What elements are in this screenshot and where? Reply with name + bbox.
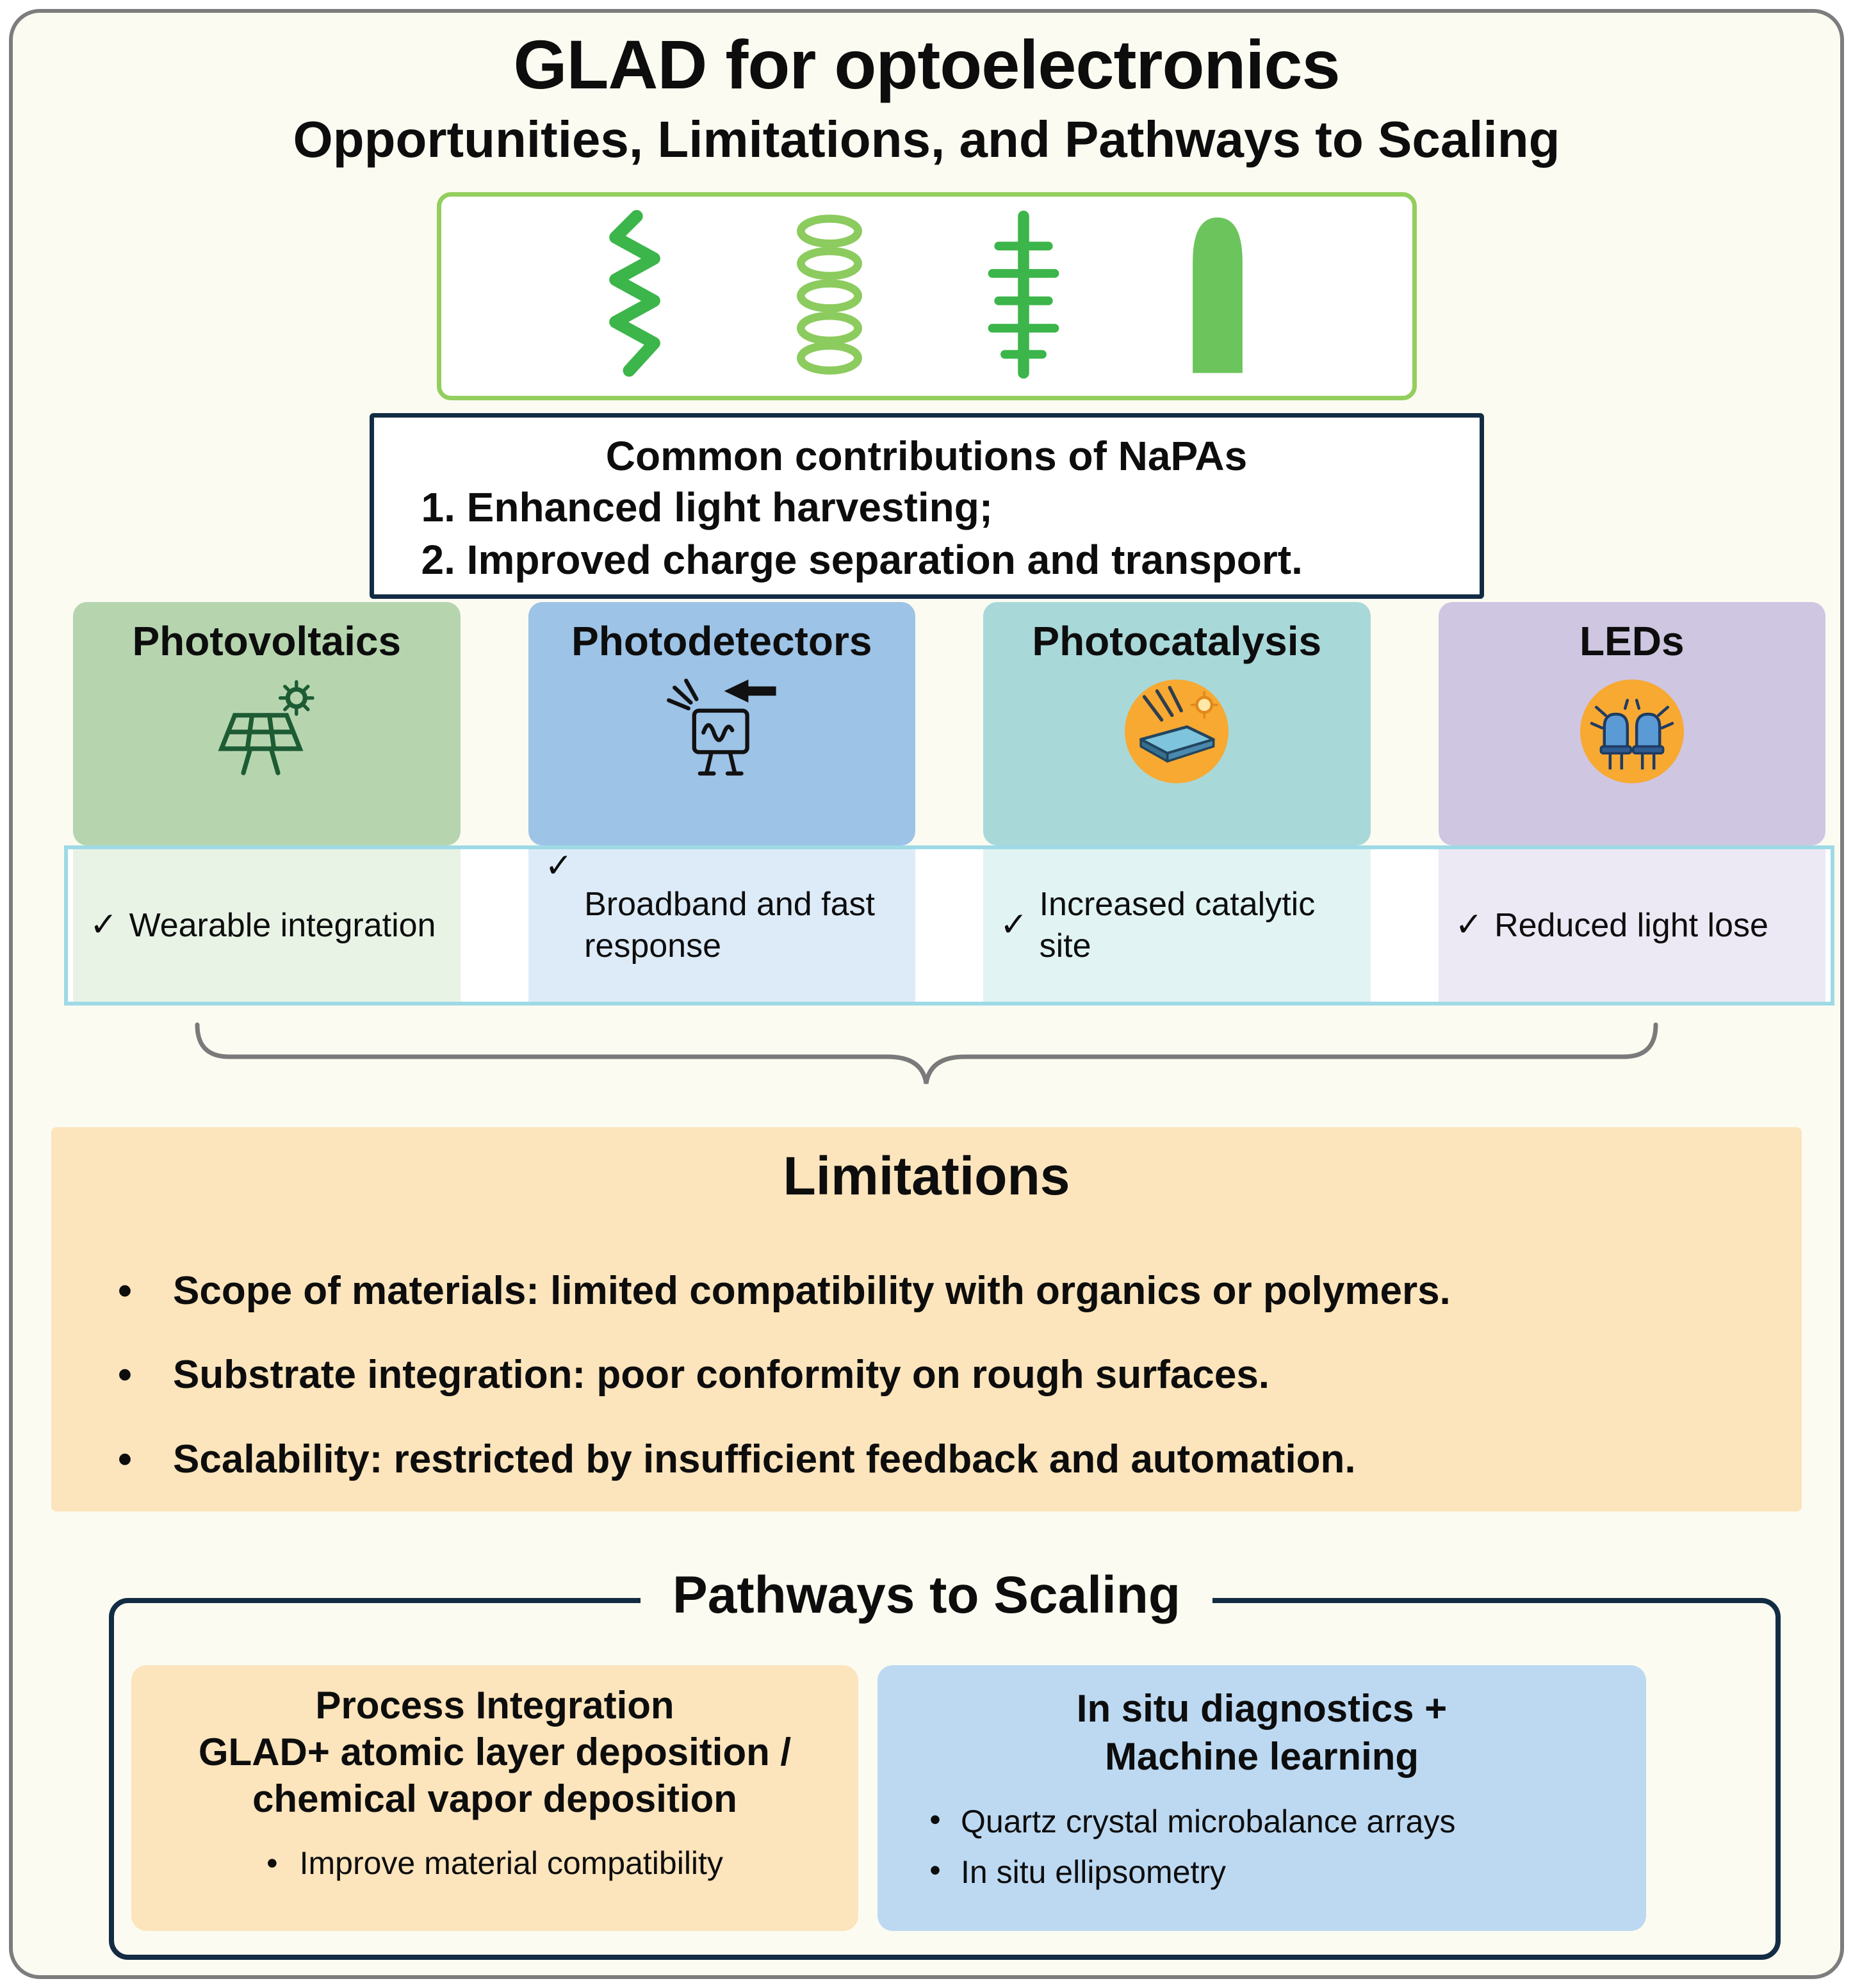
card-title: Photovoltaics [132,618,402,664]
page-title: GLAD for optoelectronics [513,26,1340,103]
check-icon: ✓ [1000,906,1028,944]
benefit-leds [1439,845,1826,1006]
card-title: Photodetectors [571,618,872,664]
photovoltaics-card [73,602,461,845]
limitation-text: Scalability: restricted by insufficient feedback and automation. [173,1437,1356,1481]
bullet-icon: • [118,1353,132,1397]
contributions-box [370,413,1484,599]
process-integration-title: Process Integration [315,1684,674,1727]
contribution-item: 1. Enhanced light harvesting; [421,484,993,530]
check-icon: ✓ [544,847,573,884]
diagnostics-title-line2: Machine learning [1104,1735,1419,1778]
diagnostics-title [910,1684,1614,1780]
limitation-text: Scope of materials: limited compatibility with organics or polymers. [173,1269,1451,1313]
diagnostics-title-line1: In situ diagnostics + [1076,1687,1448,1730]
diagnostics-item [910,1852,1614,1893]
limitations-list [51,1268,1802,1482]
benefit-text: Broadband and fast response [584,886,875,965]
photodetector-icon [528,674,916,789]
card-title: LEDs [1579,618,1685,664]
branched-nanostructure-icon [979,208,1068,385]
contribution-item: 2. Improved charge separation and transport. [421,536,1303,583]
benefit-photocatalysis [983,845,1371,1006]
check-icon: ✓ [1455,906,1483,944]
process-integration-box [131,1665,858,1931]
pathways-title-row [0,1561,1853,1630]
process-integration-subtitle: GLAD+ atomic layer deposition / chemical vapor deposition [198,1731,792,1821]
zigzag-nanostructure-icon [591,208,680,385]
benefit-text: Wearable integration [129,906,436,944]
column-nanostructure-icon [1173,208,1262,385]
diagnostics-list [910,1801,1614,1893]
leds-card [1439,602,1826,845]
led-icon [1439,674,1826,789]
diagnostics-item-text: Quartz crystal microbalance arrays [961,1804,1456,1839]
helix-nanostructure-icon [785,208,874,385]
contributions-title: Common contributions of NaPAs [605,433,1248,479]
check-icon: ✓ [90,906,118,944]
limitation-item [77,1437,1763,1482]
photocatalysis-card [983,602,1371,845]
benefit-photovoltaics [73,845,461,1006]
bullet-icon: • [118,1269,132,1313]
nanostructure-box [437,192,1417,400]
benefit-text: Increased catalytic site [1039,886,1316,965]
page-subtitle: Opportunities, Limitations, and Pathways to Scaling [293,111,1560,168]
process-item-text: Improve material compatibility [299,1845,723,1881]
limitations-box [51,1127,1802,1511]
diagnostics-box [878,1665,1646,1931]
bullet-icon: • [929,1852,941,1888]
bullet-icon: • [118,1437,132,1481]
card-title: Photocatalysis [1032,618,1322,664]
applications-grid [64,602,1834,1006]
limitation-item [77,1268,1763,1314]
bullet-icon: • [929,1802,941,1837]
curly-brace-icon [192,1020,1661,1089]
limitations-title: Limitations [783,1146,1070,1206]
applications-section [64,602,1834,1006]
process-integration-item [147,1845,843,1882]
solar-panel-icon [73,674,461,789]
diagnostics-item [910,1801,1614,1843]
bullet-icon: • [266,1845,278,1881]
photocatalysis-icon [983,674,1371,789]
pathways-title: Pathways to Scaling [641,1561,1212,1630]
benefit-text: Reduced light lose [1494,906,1768,944]
limitation-text: Substrate integration: poor conformity on rough surfaces. [173,1353,1270,1397]
diagnostics-item-text: In situ ellipsometry [961,1854,1227,1890]
photodetectors-card [528,602,916,845]
limitation-item [77,1352,1763,1397]
benefit-photodetectors [528,845,916,1006]
